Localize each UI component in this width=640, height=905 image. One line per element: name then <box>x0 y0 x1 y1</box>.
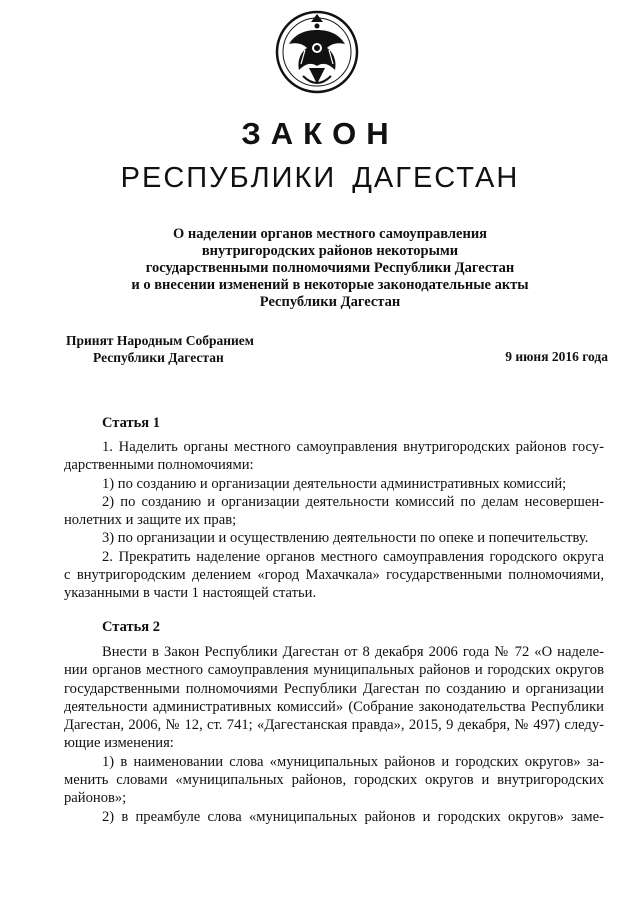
text-line: нии органов местного самоуправления муниципальных районов и городских округов <box>64 662 604 679</box>
text-line: 1) в наименовании слова «муниципальных районов и городских округов» за- <box>102 753 604 770</box>
text-line: дарственными полномочиями: <box>64 457 254 474</box>
adoption-line-1: Принят Народным Собранием <box>66 333 254 348</box>
text-line: менить словами «муниципальных районов, городских округов и внутригородских <box>64 772 604 789</box>
heading-line: О наделении органов местного самоуправления <box>172 226 488 242</box>
text-line: нолетних и защите их прав; <box>64 512 237 529</box>
heading-line: внутригородских районов некоторыми <box>201 243 459 259</box>
text-line: 1. Наделить органы местного самоуправления внутригородских районов госу- <box>102 439 604 455</box>
coat-of-arms-eagle-icon <box>275 8 359 96</box>
text-line: ющие изменения: <box>64 735 174 752</box>
text-line: 2) в преамбуле слова «муниципальных районов и городских округов» заме- <box>102 808 604 825</box>
text-line: 2) по созданию и организации деятельности комиссий по делам несовершен- <box>102 493 604 510</box>
adoption-line-2: Республики Дагестан <box>93 350 224 365</box>
law-heading <box>60 226 600 311</box>
text-line: указанными в части 1 настоящей статьи. <box>64 585 317 602</box>
text-line: 2. Прекратить наделение органов местного самоуправления городского округа <box>102 548 604 565</box>
text-line: Внести в Закон Республики Дагестан от 8 декабря 2006 года № 72 «О наделе- <box>102 644 604 660</box>
text-line: государственными полномочиями Республики Дагестан по созданию и организации <box>64 680 604 697</box>
heading-line: Республики Дагестан <box>259 294 401 310</box>
heading-line: и о внесении изменений в некоторые законодательные акты <box>131 277 529 293</box>
article-1-body <box>64 438 604 603</box>
adoption-note <box>66 332 254 366</box>
article-2-body <box>64 643 604 826</box>
article-2-title: Статья 2 <box>102 619 160 635</box>
text-line: Дагестан, 2006, № 12, ст. 741; «Дагестанская правда», 2015, 9 декабря, № 497) следу- <box>64 717 604 734</box>
text-line: 3) по организации и осуществлению деятельности по опеке и попечительству. <box>102 530 589 547</box>
text-line: с внутригородским делением «город Махачкала» государственными полномочиями, <box>64 567 604 584</box>
adoption-date: 9 июня 2016 года <box>505 349 608 364</box>
document-title: ЗАКОН <box>241 116 399 151</box>
document-subtitle: РЕСПУБЛИКИ ДАГЕСТАН <box>120 162 520 194</box>
article-1-title: Статья 1 <box>102 415 160 431</box>
heading-line: государственными полномочиями Республики Дагестан <box>145 260 515 276</box>
text-line: деятельности административных комиссий» (Собрание законодательства Республики <box>64 698 604 715</box>
text-line: районов»; <box>64 790 127 807</box>
text-line: 1) по созданию и организации деятельности административных комиссий; <box>102 475 567 492</box>
